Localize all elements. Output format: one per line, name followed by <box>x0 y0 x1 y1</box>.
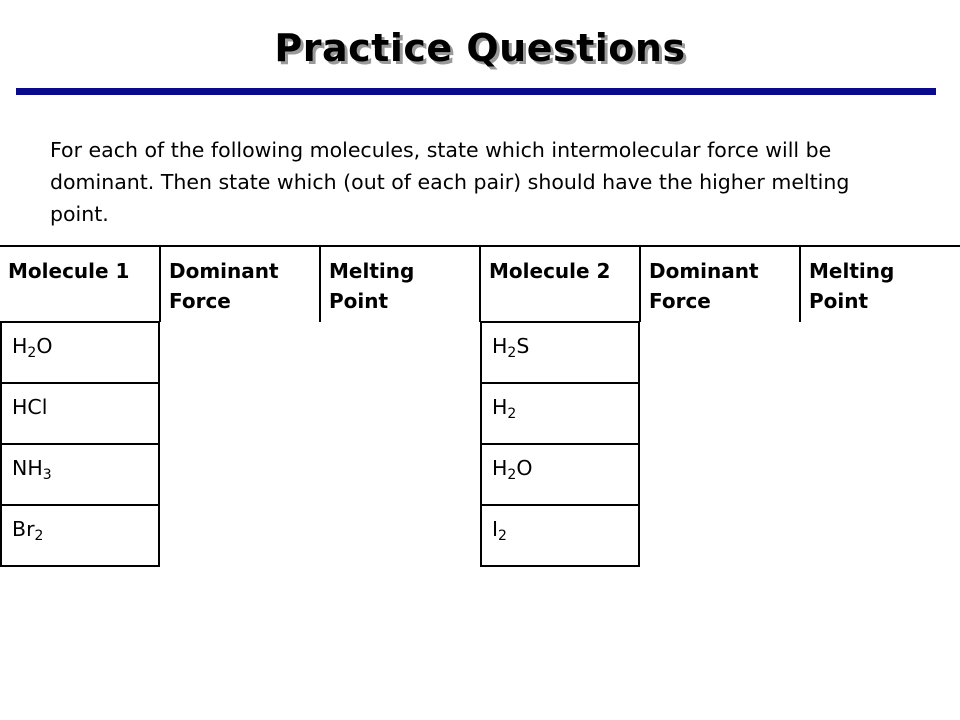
chem-main: H <box>492 456 508 480</box>
header-melting-point-2-line2: Point <box>809 289 869 313</box>
header-dominant-force-2-line2: Force <box>649 289 711 313</box>
molecule-2-cell-i2 <box>482 504 638 565</box>
header-molecule-1 <box>0 246 161 322</box>
molecule-2-column <box>480 321 640 567</box>
chem-sub: 2 <box>507 467 517 483</box>
chem-rest: S <box>516 334 530 358</box>
chem-sub: 2 <box>498 528 507 544</box>
header-melting-point-1-line1: Melting <box>329 259 415 283</box>
header-dominant-force-2 <box>641 246 801 322</box>
chem-sub: 2 <box>507 345 517 361</box>
chem-main: H <box>492 395 508 419</box>
molecule-1-column <box>0 321 160 567</box>
molecule-1-cell-nh3 <box>2 443 158 504</box>
header-dominant-force-2-line1: Dominant <box>649 259 759 283</box>
header-molecule-2-line1: Molecule 2 <box>489 259 611 283</box>
header-molecule-2 <box>481 246 641 322</box>
header-melting-point-1-line2: Point <box>329 289 389 313</box>
chem-rest: O <box>36 334 53 358</box>
header-dominant-force-1-line1: Dominant <box>169 259 279 283</box>
header-melting-point-2-line1: Melting <box>809 259 895 283</box>
chem-sub: 3 <box>42 467 52 483</box>
molecule-1-cell-hcl <box>2 382 158 443</box>
instructions-text: For each of the following molecules, state which intermolecular force will be dominant. Then state which (out of each pair) should have the higher melting point. <box>50 138 850 226</box>
chem-sub: 2 <box>507 406 517 422</box>
chem-sub: 2 <box>27 345 37 361</box>
page-title: Practice Questions <box>274 26 686 70</box>
chem-main: HCl <box>12 395 48 419</box>
chem-main: I <box>492 517 499 541</box>
chem-sub: 2 <box>34 528 44 544</box>
header-melting-point-2 <box>801 246 960 322</box>
molecule-2-cell-h2o <box>482 443 638 504</box>
chem-main: H <box>12 334 28 358</box>
header-molecule-1-line1: Molecule 1 <box>8 259 130 283</box>
header-dominant-force-1 <box>161 246 321 322</box>
molecule-2-cell-h2s <box>482 321 638 382</box>
chem-main: NH <box>12 456 43 480</box>
molecule-1-cell-h2o <box>2 321 158 382</box>
chem-main: Br <box>12 517 35 541</box>
title-rule <box>16 88 936 95</box>
molecule-2-cell-h2 <box>482 382 638 443</box>
chem-rest: O <box>516 456 533 480</box>
header-melting-point-1 <box>321 246 481 322</box>
header-dominant-force-1-line2: Force <box>169 289 231 313</box>
molecule-1-cell-br2 <box>2 504 158 565</box>
chem-main: H <box>492 334 508 358</box>
